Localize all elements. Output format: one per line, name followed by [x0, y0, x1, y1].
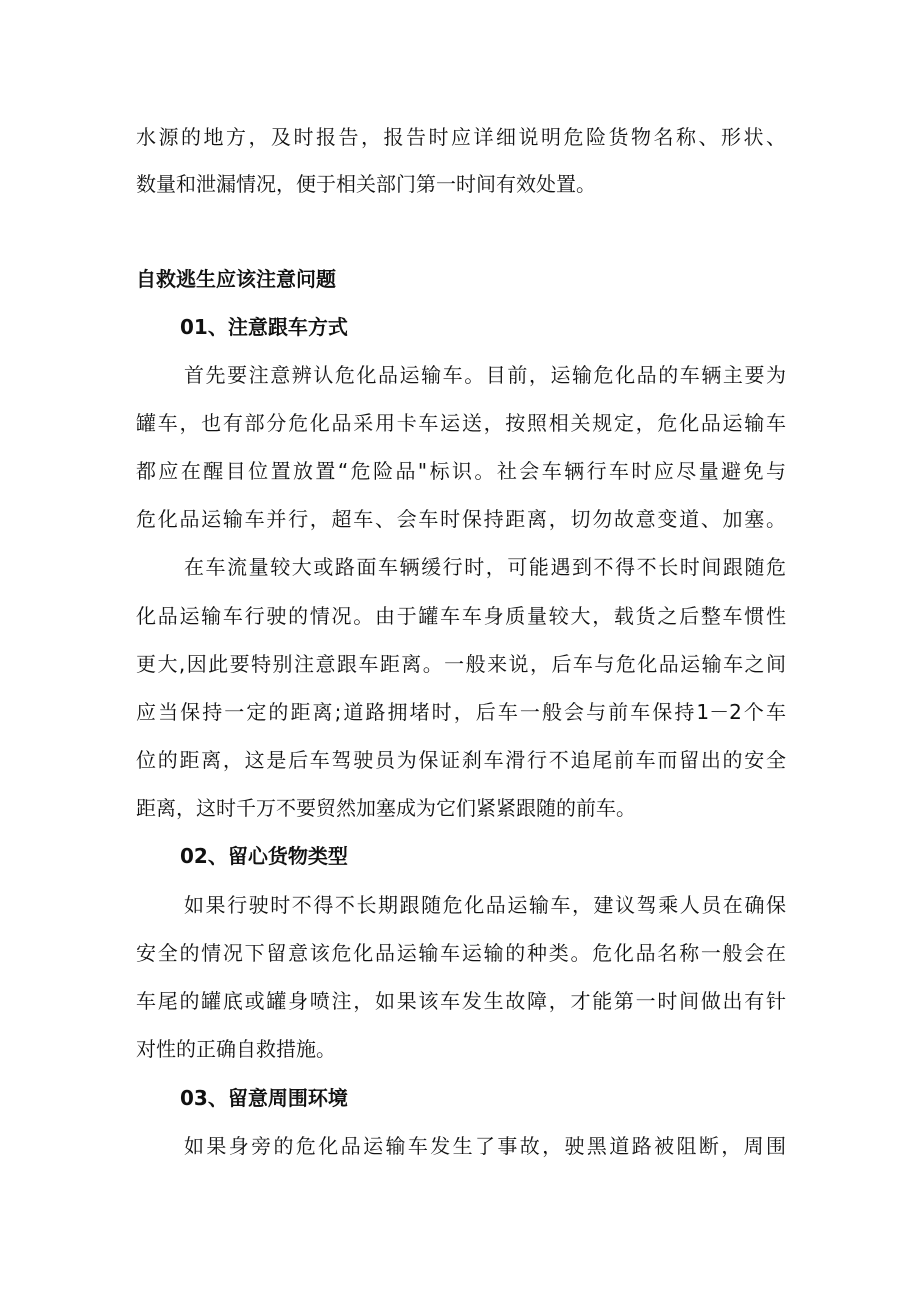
section-heading: 自救逃生应该注意问题 — [136, 267, 336, 291]
paragraph-line: 如果行驶时不得不长期跟随危化品运输车，建议驾乘人员在确保 — [184, 893, 786, 917]
paragraph-line: 危化品运输车并行，超车、会车时保持距离，切勿故意变道、加塞。 — [136, 507, 786, 531]
paragraph-line: 都应在醒目位置放置“危险品"标识。社会车辆行车时应尽量避免与 — [136, 459, 786, 483]
paragraph-line: 首先要注意辨认危化品运输车。目前，运输危化品的车辆主要为 — [184, 363, 786, 387]
paragraph-line: 罐车，也有部分危化品采用卡车运送，按照相关规定，危化品运输车 — [136, 411, 786, 435]
paragraph-line: 数量和泄漏情况，便于相关部门第一时间有效处置。 — [136, 172, 596, 196]
paragraph-line: 位的距离，这是后车驾驶员为保证刹车滑行不追尾前车而留出的安全 — [136, 748, 786, 772]
paragraph-line: 如果身旁的危化品运输车发生了事故，驶黑道路被阻断，周围 — [184, 1134, 786, 1158]
paragraph-line: 在车流量较大或路面车辆缓行时，可能遇到不得不长时间跟随危 — [184, 555, 786, 579]
paragraph-line: 化品运输车行驶的情况。由于罐车车身质量较大，载货之后整车惯性 — [136, 604, 786, 628]
paragraph-line: 应当保持一定的距离;道路拥堵时，后车一般会与前车保持1－2个车 — [136, 700, 786, 724]
subsection-heading: 01、注意跟车方式 — [180, 315, 348, 339]
paragraph-line: 距离，这时千万不要贸然加塞成为它们紧紧跟随的前车。 — [136, 796, 636, 820]
paragraph-line: 水源的地方，及时报告，报告时应详细说明危险货物名称、形状、 — [136, 125, 786, 149]
subsection-heading: 02、留心货物类型 — [180, 844, 348, 868]
subsection-heading: 03、留意周围环境 — [180, 1086, 348, 1110]
paragraph-line: 安全的情况下留意该危化品运输车运输的种类。危化品名称一般会在 — [136, 941, 786, 965]
paragraph-line: 对性的正确自救措施。 — [136, 1037, 336, 1061]
paragraph-line: 车尾的罐底或罐身喷注，如果该车发生故障，才能第一时间做出有针 — [136, 989, 786, 1013]
paragraph-line: 更大,因此要特别注意跟车距离。一般来说，后车与危化品运输车之间 — [136, 652, 786, 676]
